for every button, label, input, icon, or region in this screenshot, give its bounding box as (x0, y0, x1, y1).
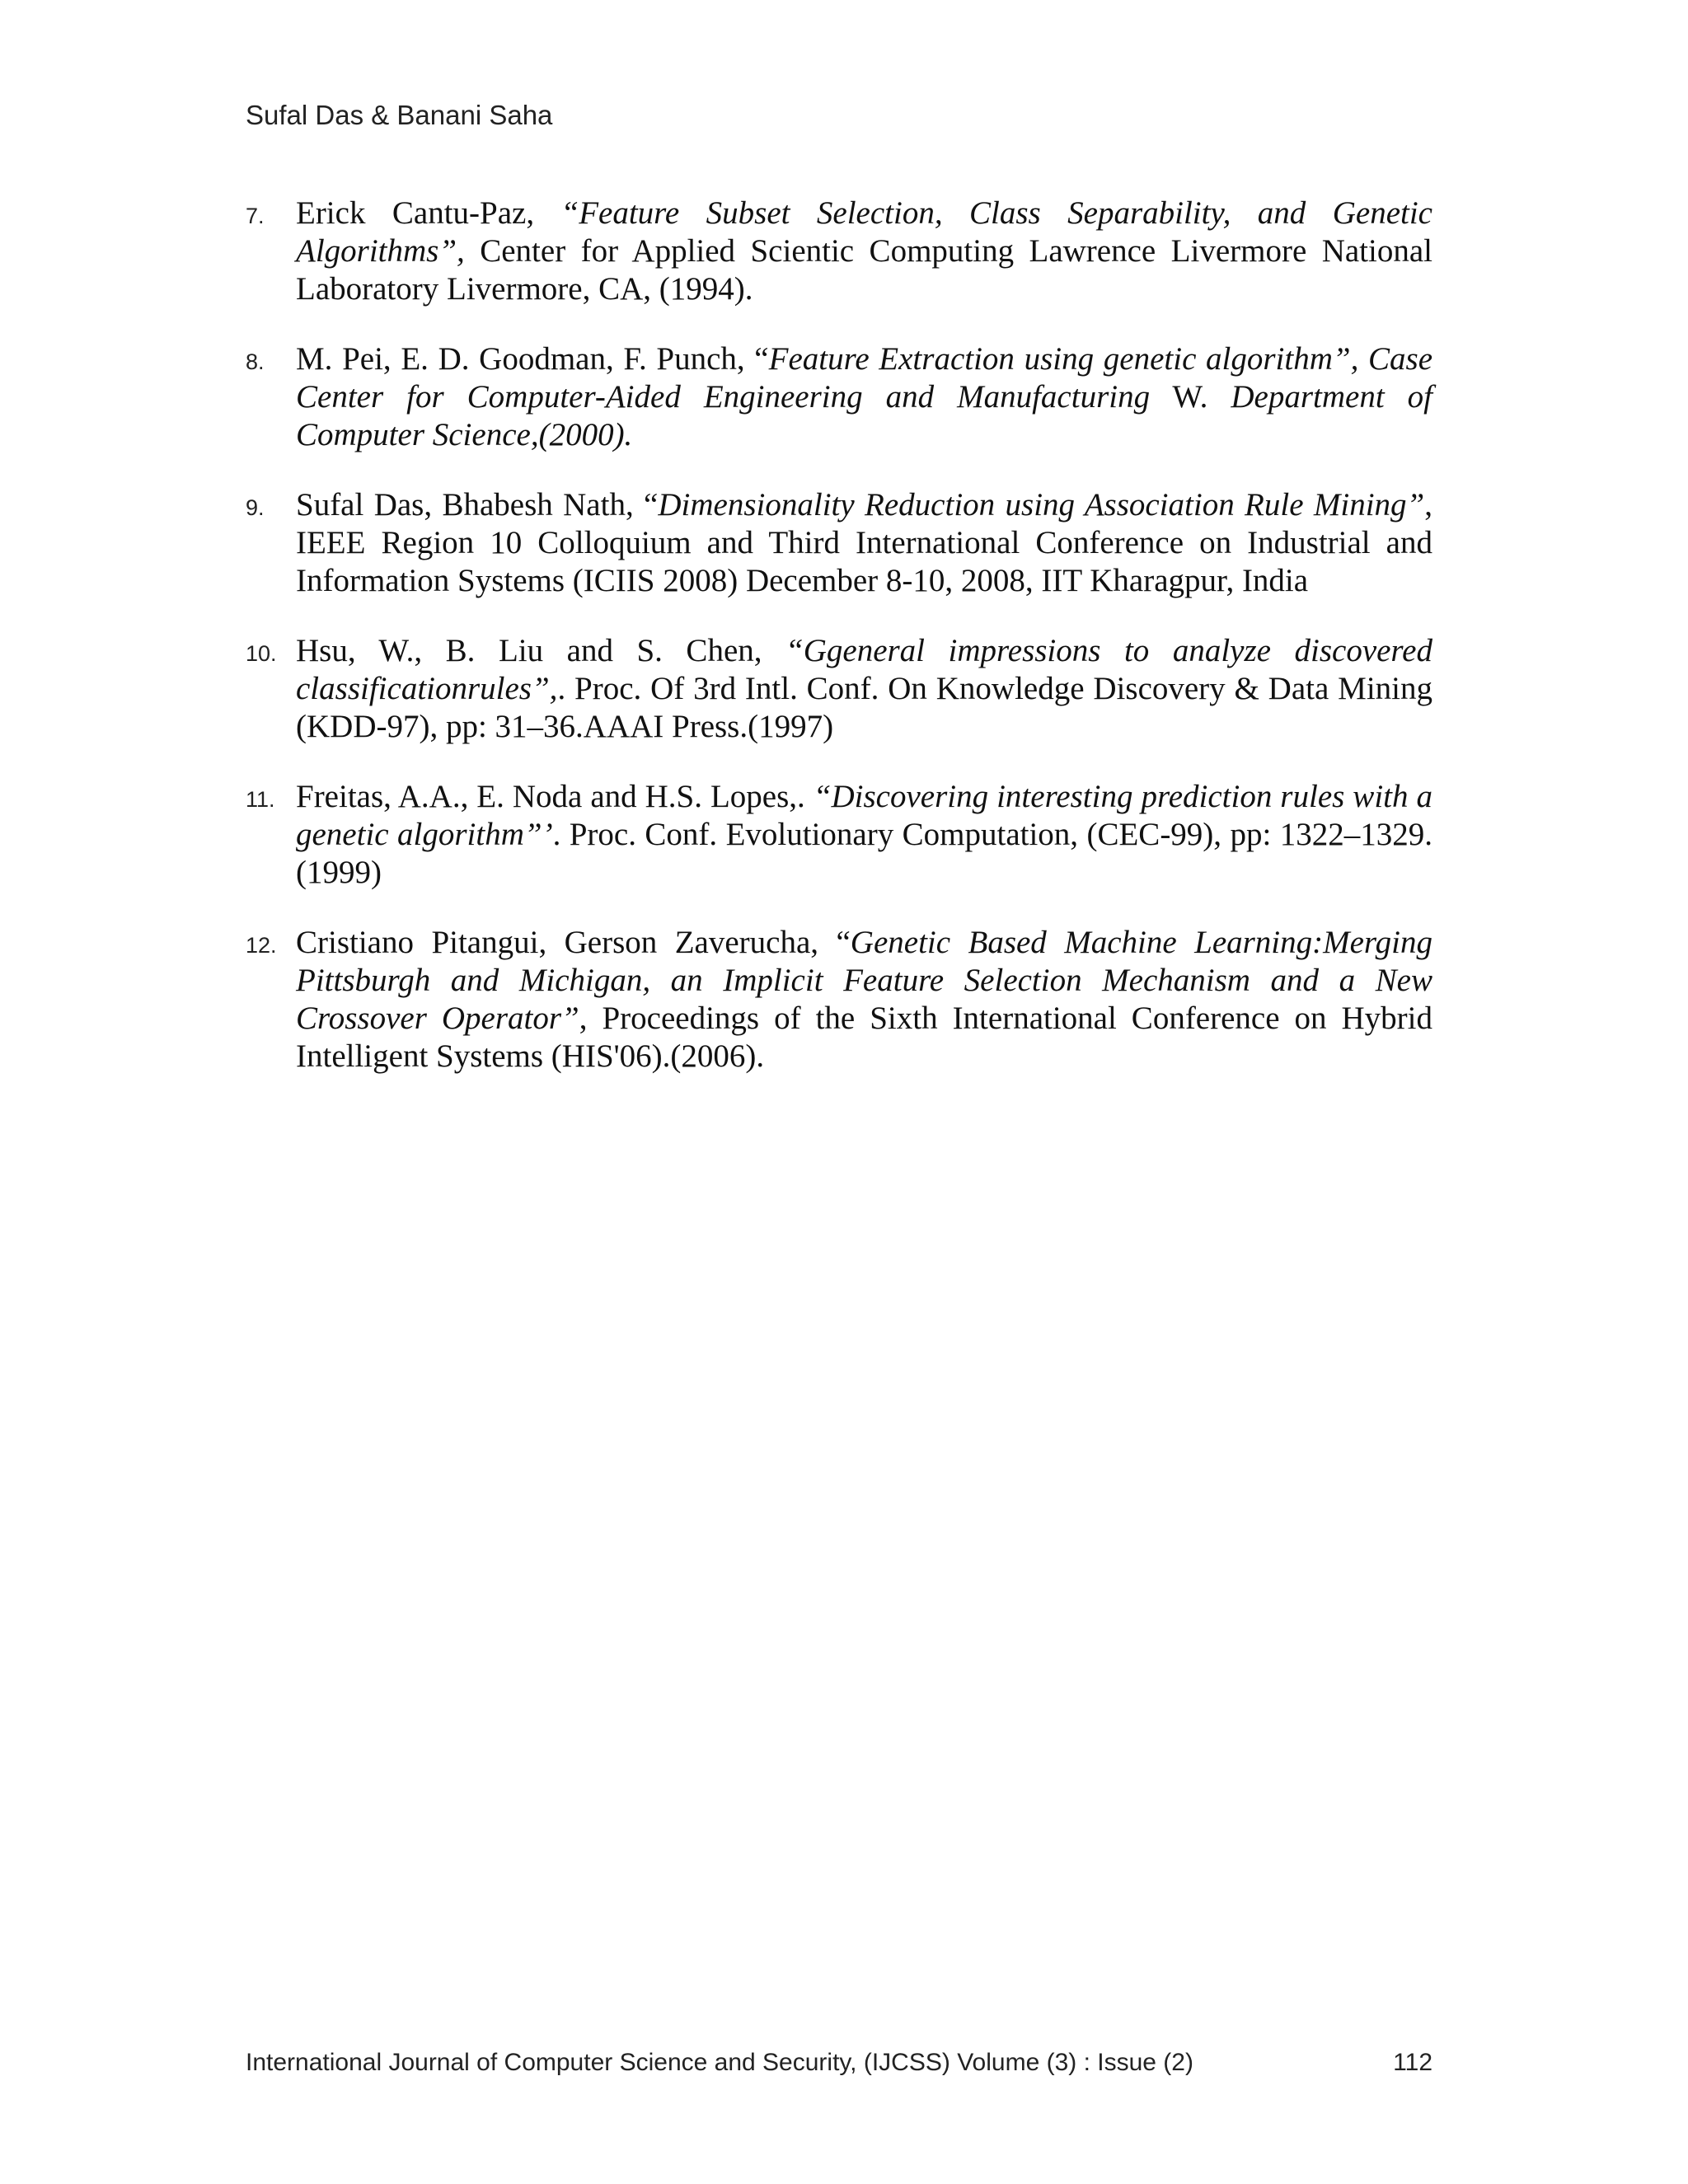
reference-part: Erick Cantu-Paz, (296, 195, 561, 231)
reference-item-11 (246, 778, 1432, 892)
footer-journal-title: International Journal of Computer Science and Security, (IJCSS) Volume (3) : Issue (2) (246, 2049, 1193, 2076)
reference-part-italic: Dimensionality Reduction using Association Rule Mining” (658, 487, 1425, 523)
reference-item-12 (246, 924, 1432, 1076)
reference-part: , Proceedings of the Sixth International Conference on Hybrid Intelligent Systems (HIS'06).(2006). (296, 1001, 1433, 1074)
page-footer (246, 2046, 1432, 2079)
reference-part-italic: Genetic Based Machine Learning:Merging Pittsburgh and Michigan, an Implicit Feature Selection Mechanism and a New Crossover Operator” (296, 925, 1432, 1036)
reference-part-italic: Feature Extraction using genetic algorithm”, Case Center for Computer-Aided Engineering and Manufacturing (296, 341, 1433, 415)
reference-text (296, 486, 1432, 600)
reference-part: . Proc. Of 3rd Intl. Conf. On Knowledge Discovery & Data Mining (KDD-97), pp: 31–36.AAAI Press.(1997) (296, 671, 1432, 744)
reference-item-10 (246, 632, 1432, 746)
reference-part: W. (1150, 379, 1231, 415)
reference-number: 11. (246, 787, 275, 812)
reference-text (296, 778, 1432, 892)
reference-part: Sufal Das, Bhabesh Nath, “ (296, 487, 659, 523)
reference-number: 10. (246, 641, 277, 666)
reference-text (296, 340, 1432, 454)
reference-item-9 (246, 486, 1432, 600)
reference-part: . Proc. Conf. Evolutionary Computation, (CEC-99), pp: 1322–1329.(1999) (296, 817, 1432, 890)
reference-part: , IEEE Region 10 Colloquium and Third International Conference on Industrial and Information Systems (ICIIS 2008) December 8-10, 2008, IIT Kharagpur, India (296, 487, 1432, 598)
reference-text (296, 632, 1432, 746)
reference-part-italic: “Feature Subset Selection, Class Separability, and Genetic Algorithms”, (296, 195, 1432, 269)
reference-number: 7. (246, 204, 265, 228)
reference-text (296, 194, 1432, 308)
reference-part: Center for Applied Scientic Computing Lawrence Livermore National Laboratory Livermore, CA, (1994). (296, 233, 1432, 307)
reference-part: Hsu, W., B. Liu and S. Chen, (296, 633, 786, 668)
reference-part-italic: “Discovering interesting prediction rules with a genetic algorithm”’ (296, 779, 1432, 852)
reference-part: Freitas, A.A., E. Noda and H.S. Lopes,. (296, 779, 814, 814)
reference-text (296, 924, 1432, 1076)
running-header-authors: Sufal Das & Banani Saha (246, 100, 553, 130)
reference-number: 12. (246, 933, 277, 958)
reference-item-7 (246, 194, 1432, 308)
reference-list (246, 194, 1432, 1108)
reference-number: 9. (246, 495, 265, 520)
reference-part-italic: Department of Computer Science,(2000). (296, 379, 1433, 452)
reference-part-italic: “Ggeneral impressions to analyze discovered classificationrules”, (296, 633, 1432, 706)
reference-item-8 (246, 340, 1432, 454)
reference-number: 8. (246, 349, 265, 374)
reference-part: Cristiano Pitangui, Gerson Zaverucha, “ (296, 925, 851, 960)
reference-part: M. Pei, E. D. Goodman, F. Punch, “ (296, 341, 769, 377)
footer-page-number: 112 (1393, 2049, 1432, 2076)
